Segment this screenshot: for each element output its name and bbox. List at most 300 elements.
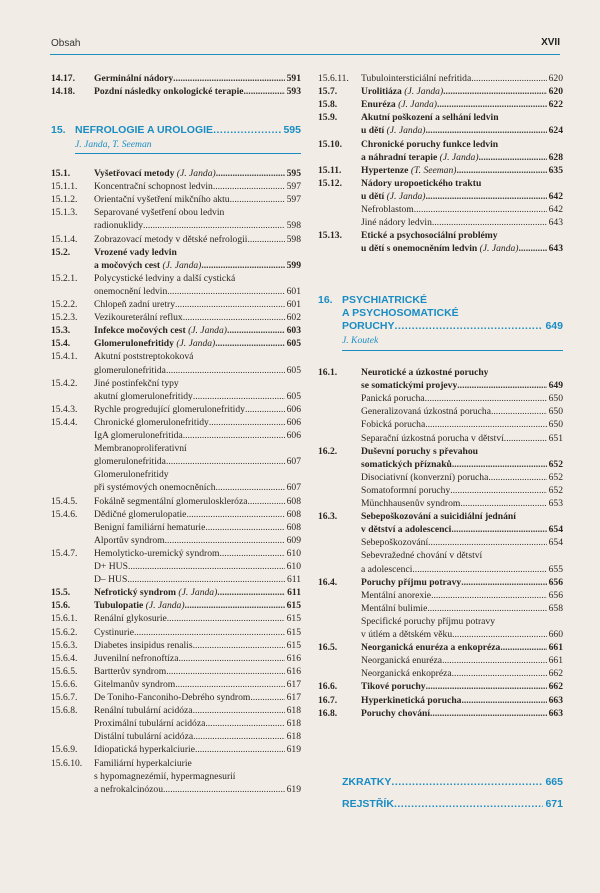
dot-leader — [457, 379, 546, 392]
toc-entry-number: 15.1.4. — [51, 233, 78, 245]
toc-entry-page: 651 — [548, 432, 563, 444]
toc-entry-title: Pozdní následky onkologické terapie — [94, 86, 244, 98]
dot-leader — [175, 678, 284, 691]
toc-entry[interactable] — [51, 481, 301, 494]
toc-entry-title: Polycystické ledviny a další cystická — [94, 272, 236, 284]
toc-entry-number: 16.6. — [318, 681, 338, 693]
toc-entry-number: 15.6. — [51, 600, 71, 612]
toc-entry-number: 16.8. — [318, 707, 338, 719]
toc-entry-number: 15.2.2. — [51, 299, 78, 310]
dot-leader — [220, 547, 285, 560]
dot-leader — [217, 586, 285, 599]
toc-entry-title: Fobická porucha — [361, 419, 426, 431]
toc-entry-number: 16.3. — [318, 511, 338, 523]
toc-entry-page: 608 — [286, 521, 301, 533]
dot-leader — [213, 180, 285, 193]
toc-entry-author: (J. Janda) — [386, 125, 426, 137]
toc-entry[interactable] — [318, 576, 563, 589]
toc-entry[interactable] — [318, 602, 563, 615]
toc-entry-number: 15.4.6. — [51, 508, 78, 520]
toc-entry-title: Münchhausenův syndrom — [361, 498, 461, 509]
toc-entry-title: Generalizovaná úzkostná porucha — [361, 406, 491, 418]
toc-entry-page: 597 — [286, 194, 301, 206]
toc-entry-title: Benigní familiární hematurie — [94, 521, 206, 533]
toc-entry-page: 591 — [286, 73, 301, 84]
toc-entry-number: 15.1.2. — [51, 194, 78, 206]
toc-entry-number: 15.4.3. — [51, 403, 78, 415]
toc-entry[interactable] — [51, 429, 301, 442]
dot-leader — [519, 242, 547, 255]
toc-entry-title: Akutní poškození a selhání ledvin — [361, 112, 499, 124]
dot-leader — [193, 730, 285, 743]
toc-entry-title: Alportův syndrom — [94, 534, 165, 546]
toc-entry[interactable] — [51, 72, 301, 85]
toc-entry-page: 655 — [548, 563, 563, 575]
toc-entry-author: (J. Janda) — [398, 99, 437, 111]
toc-entry[interactable] — [51, 783, 301, 796]
toc-entry-page: 662 — [548, 681, 563, 693]
running-header-section: Obsah — [51, 38, 81, 49]
dot-leader — [391, 776, 543, 789]
toc-entry-title: Vrozené vady ledvin — [94, 246, 177, 258]
dot-leader — [173, 72, 284, 85]
chapter-heading-line[interactable] — [318, 320, 563, 333]
toc-entry[interactable] — [51, 626, 301, 639]
dot-leader — [134, 626, 285, 639]
toc-entry-title: akutní glomerulonefritidy — [94, 390, 193, 402]
toc-entry-title: a močových cest (J. Janda) — [94, 259, 202, 271]
toc-entry[interactable] — [51, 272, 301, 285]
toc-entry-title: Renální tubulární acidóza — [94, 705, 193, 717]
toc-entry[interactable] — [318, 242, 563, 255]
toc-entry[interactable] — [51, 717, 301, 730]
toc-entry-title: Membranoproliferativní — [94, 443, 187, 455]
toc-entry-title: Sebepoškozování a suicidiální jednání — [361, 511, 516, 523]
dot-leader — [166, 455, 285, 468]
dot-leader — [452, 458, 547, 471]
toc-entry[interactable] — [51, 495, 301, 508]
toc-entry-title: Renální glykosurie — [94, 613, 167, 625]
toc-entry[interactable] — [318, 654, 563, 667]
dot-leader — [227, 324, 285, 337]
toc-entry-number: 15.1.1. — [51, 181, 78, 193]
toc-entry-title: Neorganická enuréza a enkopréza — [361, 642, 501, 654]
toc-entry[interactable] — [318, 190, 563, 203]
dot-leader — [456, 164, 546, 177]
toc-entry-number: 15.1.3. — [51, 207, 78, 219]
toc-entry[interactable] — [51, 233, 301, 246]
toc-entry[interactable] — [51, 639, 301, 652]
toc-entry-title: Hypertenze (T. Seeman) — [361, 164, 457, 176]
toc-entry[interactable] — [51, 85, 301, 98]
toc-entry[interactable] — [51, 350, 301, 363]
toc-entry[interactable] — [318, 418, 563, 431]
toc-entry-page: 601 — [286, 285, 301, 297]
toc-entry[interactable] — [51, 521, 301, 534]
toc-entry-page: 615 — [286, 600, 301, 612]
toc-entry[interactable] — [318, 379, 563, 392]
toc-entry-title: radionuklidy — [94, 220, 144, 232]
toc-entry[interactable] — [318, 445, 563, 458]
toc-entry-title: Tubulointersticiální nefritida — [361, 73, 472, 84]
toc-entry[interactable] — [51, 612, 301, 625]
toc-entry-title: Separační úzkostná porucha v dětství — [361, 432, 504, 444]
toc-entry-page: 608 — [286, 495, 301, 507]
toc-entry-number: 15.6.7. — [51, 692, 78, 703]
toc-entry-title: Glomerulonefritidy — [94, 469, 169, 481]
toc-entry[interactable] — [51, 678, 301, 691]
toc-entry-title: Neorganická enuréza — [361, 655, 443, 667]
toc-entry-number: 15.6.8. — [51, 705, 78, 717]
chapter-heading-line — [318, 307, 563, 320]
toc-entry-author: (J. Janda) — [176, 338, 216, 350]
toc-entry-title: Chronické glomerulonefritidy — [94, 416, 209, 428]
toc-entry[interactable] — [51, 534, 301, 547]
toc-entry-number: 15.9. — [318, 112, 338, 124]
back-matter-title: REJSTŘÍK — [342, 798, 394, 810]
toc-entry-title: se somatickými projevy — [361, 380, 458, 392]
toc-entry-number: 15.6.4. — [51, 652, 78, 664]
toc-entry[interactable] — [318, 510, 563, 523]
toc-entry[interactable] — [51, 246, 301, 259]
toc-entry-title: Dědičné glomerulopatie — [94, 508, 187, 520]
toc-entry[interactable] — [318, 85, 563, 98]
toc-entry-title: u dětí s onemocněním ledvin (J. Janda) — [361, 243, 519, 255]
toc-entry-title: Somatoformní poruchy — [361, 484, 451, 496]
dot-leader — [426, 680, 547, 693]
toc-entry-number: 15.2. — [51, 246, 71, 258]
toc-entry-title: D– HUS — [94, 574, 128, 586]
dot-leader — [165, 534, 285, 547]
toc-entry-title: Duševní poruchy s převahou — [361, 445, 479, 457]
toc-entry[interactable] — [318, 641, 563, 654]
toc-entry-title: Tubulopatie (J. Janda) — [94, 600, 185, 612]
toc-entry[interactable] — [51, 390, 301, 403]
toc-entry[interactable] — [318, 471, 563, 484]
toc-entry[interactable] — [51, 403, 301, 416]
dot-leader — [216, 167, 285, 180]
toc-entry-author: (J. Janda) — [162, 259, 202, 271]
toc-entry-page: 619 — [286, 783, 301, 795]
toc-entry-author: (J. Janda) — [439, 151, 479, 163]
toc-entry[interactable] — [51, 364, 301, 377]
toc-entry-number: 15.6.6. — [51, 678, 78, 690]
toc-entry[interactable] — [318, 536, 563, 549]
dot-leader — [127, 573, 285, 586]
chapter-page: 649 — [545, 320, 563, 333]
toc-entry-title: s hypomagnezémií, hypermagnesurií — [94, 770, 236, 782]
dot-leader — [479, 151, 547, 164]
toc-entry[interactable] — [318, 405, 563, 418]
toc-entry-number: 15.2.1. — [51, 272, 78, 284]
toc-entry[interactable] — [318, 177, 563, 190]
toc-entry[interactable] — [51, 416, 301, 429]
toc-entry-title: De Toniho-Fanconiho-Debrého syndrom — [94, 692, 251, 703]
toc-entry-page: 605 — [286, 364, 301, 376]
toc-entry-page: 599 — [286, 259, 301, 271]
toc-entry[interactable] — [51, 743, 301, 756]
dot-leader — [215, 337, 284, 350]
toc-entry-title: Hyperkinetická porucha — [361, 694, 462, 706]
toc-entry[interactable] — [318, 392, 563, 405]
dot-leader — [395, 320, 544, 333]
dot-leader — [230, 193, 285, 206]
back-matter-page: 665 — [545, 776, 563, 788]
toc-entry[interactable] — [318, 458, 563, 471]
chapter-number: 16. — [318, 294, 333, 306]
dot-leader — [193, 639, 285, 652]
toc-entry-title: somatických příznaků — [361, 458, 452, 470]
toc-entry-page: 610 — [286, 561, 301, 572]
toc-entry-title: u dětí (J. Janda) — [361, 125, 426, 137]
dot-leader — [461, 694, 546, 707]
toc-entry-title: Infekce močových cest (J. Janda) — [94, 325, 227, 337]
toc-entry[interactable] — [51, 665, 301, 678]
dot-leader — [488, 471, 546, 484]
toc-entry[interactable] — [51, 573, 301, 586]
toc-entry-title: Hemolyticko-uremický syndrom — [94, 547, 220, 559]
toc-entry-title: při systémových onemocněních — [94, 482, 216, 494]
dot-leader — [213, 124, 281, 137]
dot-leader — [193, 390, 285, 403]
toc-entry-page: 615 — [286, 626, 301, 638]
toc-entry[interactable] — [51, 468, 301, 481]
dot-leader — [209, 416, 285, 429]
toc-entry[interactable] — [51, 285, 301, 298]
dot-leader — [442, 654, 547, 667]
toc-entry[interactable] — [51, 167, 301, 180]
toc-entry-number: 15.10. — [318, 138, 342, 150]
toc-entry-page: 663 — [548, 694, 563, 706]
toc-entry[interactable] — [51, 652, 301, 665]
toc-entry[interactable] — [318, 203, 563, 216]
toc-entry-page: 598 — [286, 220, 301, 232]
toc-entry-title: Cystinurie — [94, 626, 134, 638]
toc-entry[interactable] — [51, 704, 301, 717]
toc-entry-page: 601 — [286, 299, 301, 310]
toc-entry-page: 661 — [548, 642, 563, 654]
toc-entry-title: Nádory uropoetického traktu — [361, 177, 482, 189]
toc-entry-page: 635 — [548, 164, 563, 176]
toc-entry[interactable] — [318, 151, 563, 164]
toc-entry-title: Tikové poruchy — [361, 681, 426, 693]
toc-entry[interactable] — [51, 180, 301, 193]
toc-entry-number: 16.4. — [318, 576, 338, 588]
dot-leader — [425, 418, 546, 431]
toc-entry[interactable] — [318, 229, 563, 242]
toc-entry-page: 643 — [548, 243, 563, 255]
toc-entry-title: Neurotické a úzkostné poruchy — [361, 367, 489, 378]
toc-entry[interactable] — [51, 508, 301, 521]
back-matter-entry[interactable] — [342, 798, 563, 811]
back-matter-title: ZKRATKY — [342, 776, 392, 788]
toc-entry[interactable] — [51, 586, 301, 599]
toc-entry[interactable] — [318, 707, 563, 720]
chapter-authors: J. Koutek — [342, 335, 379, 347]
toc-entry[interactable] — [318, 549, 563, 562]
dot-leader — [183, 429, 285, 442]
toc-entry[interactable] — [51, 206, 301, 219]
toc-entry-number: 14.17. — [51, 73, 75, 84]
toc-entry[interactable] — [318, 523, 563, 536]
toc-entry[interactable] — [51, 259, 301, 272]
chapter-title: PSYCHIATRICKÉ — [342, 294, 427, 306]
toc-entry-number: 15.3. — [51, 325, 71, 337]
toc-entry-page: 611 — [286, 574, 301, 586]
dot-leader — [428, 536, 546, 549]
toc-entry[interactable] — [318, 164, 563, 177]
toc-entry-page: 616 — [286, 665, 301, 677]
toc-entry-number: 15.6.11. — [318, 73, 349, 84]
toc-entry-page: 608 — [286, 508, 301, 520]
dot-leader — [432, 216, 547, 229]
dot-leader — [427, 602, 546, 615]
dot-leader — [437, 98, 547, 111]
toc-entry-page: 650 — [548, 393, 563, 405]
toc-entry-title: Proximální tubulární acidóza — [94, 718, 206, 730]
chapter-page: 595 — [283, 124, 301, 136]
chapter-rule — [342, 350, 563, 351]
dot-leader — [430, 707, 547, 720]
dot-leader — [394, 798, 544, 811]
toc-entry[interactable] — [51, 193, 301, 206]
toc-entry[interactable] — [318, 628, 563, 641]
toc-entry-page: 605 — [286, 338, 301, 350]
toc-entry[interactable] — [318, 694, 563, 707]
toc-entry-page: 606 — [286, 403, 301, 415]
toc-entry-title: Nefrotický syndrom (J. Janda) — [94, 587, 218, 599]
toc-entry-page: 650 — [548, 419, 563, 431]
toc-entry[interactable] — [51, 442, 301, 455]
toc-entry[interactable] — [318, 138, 563, 151]
toc-entry[interactable] — [51, 560, 301, 573]
toc-entry[interactable] — [318, 72, 563, 85]
toc-entry-number: 15.11. — [318, 164, 342, 176]
toc-entry-title: Separované vyšetření obou ledvin — [94, 207, 225, 219]
toc-entry-title: Chlopeň zadní uretry — [94, 299, 175, 310]
toc-entry[interactable] — [51, 298, 301, 311]
toc-entry[interactable] — [318, 563, 563, 576]
toc-entry-title: Vyšetřovací metody (J. Janda) — [94, 168, 216, 179]
dot-leader — [504, 432, 547, 445]
toc-entry-number: 15.6.10. — [51, 757, 83, 769]
dot-leader — [205, 521, 284, 534]
toc-entry-page: 661 — [548, 655, 563, 667]
toc-entry[interactable] — [318, 667, 563, 680]
toc-entry[interactable] — [318, 366, 563, 379]
dot-leader — [166, 364, 285, 377]
dot-leader — [425, 392, 547, 405]
toc-entry-title: Bartterův syndrom — [94, 665, 167, 677]
dot-leader — [195, 743, 285, 756]
toc-entry[interactable] — [51, 770, 301, 783]
toc-entry-title: Distální tubulární acidóza — [94, 731, 194, 743]
toc-entry-number: 16.1. — [318, 367, 338, 378]
toc-entry-title: Neorganická enkopréza — [361, 668, 452, 680]
dot-leader — [193, 704, 285, 717]
toc-entry-page: 653 — [548, 498, 563, 509]
toc-entry[interactable] — [51, 455, 301, 468]
toc-entry-title: v útlém a dětském věku — [361, 629, 453, 640]
dot-leader — [167, 612, 285, 625]
toc-entry-title: a náhradní terapie (J. Janda) — [361, 151, 479, 163]
dot-leader — [183, 311, 285, 324]
dot-leader — [245, 403, 285, 416]
toc-entry[interactable] — [318, 615, 563, 628]
toc-entry-title: Sebevražedné chování v dětství — [361, 550, 483, 562]
toc-entry-page: 618 — [286, 718, 301, 730]
toc-entry-page: 620 — [548, 73, 563, 84]
toc-entry-page: 616 — [286, 652, 301, 664]
dot-leader — [461, 576, 546, 589]
toc-entry-author: (J. Janda) — [386, 190, 426, 202]
toc-entry-page: 660 — [548, 629, 563, 640]
dot-leader — [244, 85, 285, 98]
toc-entry-title: v dětství a adolescenci — [361, 524, 452, 536]
toc-entry[interactable] — [318, 98, 563, 111]
dot-leader — [471, 72, 546, 85]
dot-leader — [166, 665, 284, 678]
toc-entry-number: 15.12. — [318, 177, 342, 189]
toc-entry[interactable] — [51, 324, 301, 337]
toc-entry-page: 652 — [548, 484, 563, 496]
toc-entry-title: a nefrokalcinózou — [94, 783, 163, 795]
toc-entry-page: 606 — [286, 430, 301, 441]
chapter-heading[interactable] — [51, 124, 301, 137]
toc-entry-title: Zobrazovací metody v dětské nefrologii — [94, 233, 248, 245]
toc-entry[interactable] — [51, 337, 301, 350]
toc-entry[interactable] — [51, 730, 301, 743]
toc-entry-page: 605 — [286, 390, 301, 402]
toc-entry[interactable] — [318, 497, 563, 510]
toc-entry-number: 15.4.7. — [51, 547, 78, 559]
back-matter-entry[interactable] — [342, 776, 563, 789]
toc-entry[interactable] — [51, 219, 301, 232]
toc-entry-title: Mentální anorexie — [361, 589, 432, 601]
toc-entry[interactable] — [51, 691, 301, 704]
toc-entry-number: 15.4.1. — [51, 351, 78, 363]
dot-leader — [460, 497, 546, 510]
toc-entry-page: 654 — [548, 524, 563, 536]
toc-entry[interactable] — [318, 484, 563, 497]
toc-entry-number: 15.4.5. — [51, 495, 78, 507]
toc-entry-number: 15.6.2. — [51, 626, 78, 638]
header-rule — [50, 54, 560, 55]
toc-entry[interactable] — [51, 757, 301, 770]
toc-entry[interactable] — [318, 432, 563, 445]
dot-leader — [163, 783, 285, 796]
toc-entry-title: Rychle progredující glomerulonefritidy — [94, 403, 245, 415]
toc-entry[interactable] — [51, 599, 301, 612]
toc-entry[interactable] — [51, 311, 301, 324]
toc-entry[interactable] — [318, 111, 563, 124]
toc-entry[interactable] — [318, 216, 563, 229]
toc-entry[interactable] — [318, 680, 563, 693]
back-matter-page: 671 — [545, 798, 563, 810]
toc-entry[interactable] — [318, 124, 563, 137]
toc-entry[interactable] — [51, 547, 301, 560]
dot-leader — [175, 298, 285, 311]
toc-entry-title: Specifické poruchy příjmu potravy — [361, 615, 496, 627]
dot-leader — [167, 285, 284, 298]
toc-entry-title: Diabetes insipidus renalis — [94, 639, 193, 651]
toc-entry[interactable] — [318, 589, 563, 602]
dot-leader — [452, 667, 547, 680]
toc-entry-author: (J. Janda) — [176, 168, 216, 179]
chapter-heading — [318, 294, 563, 307]
toc-entry-title: u dětí (J. Janda) — [361, 190, 426, 202]
toc-entry[interactable] — [51, 377, 301, 390]
